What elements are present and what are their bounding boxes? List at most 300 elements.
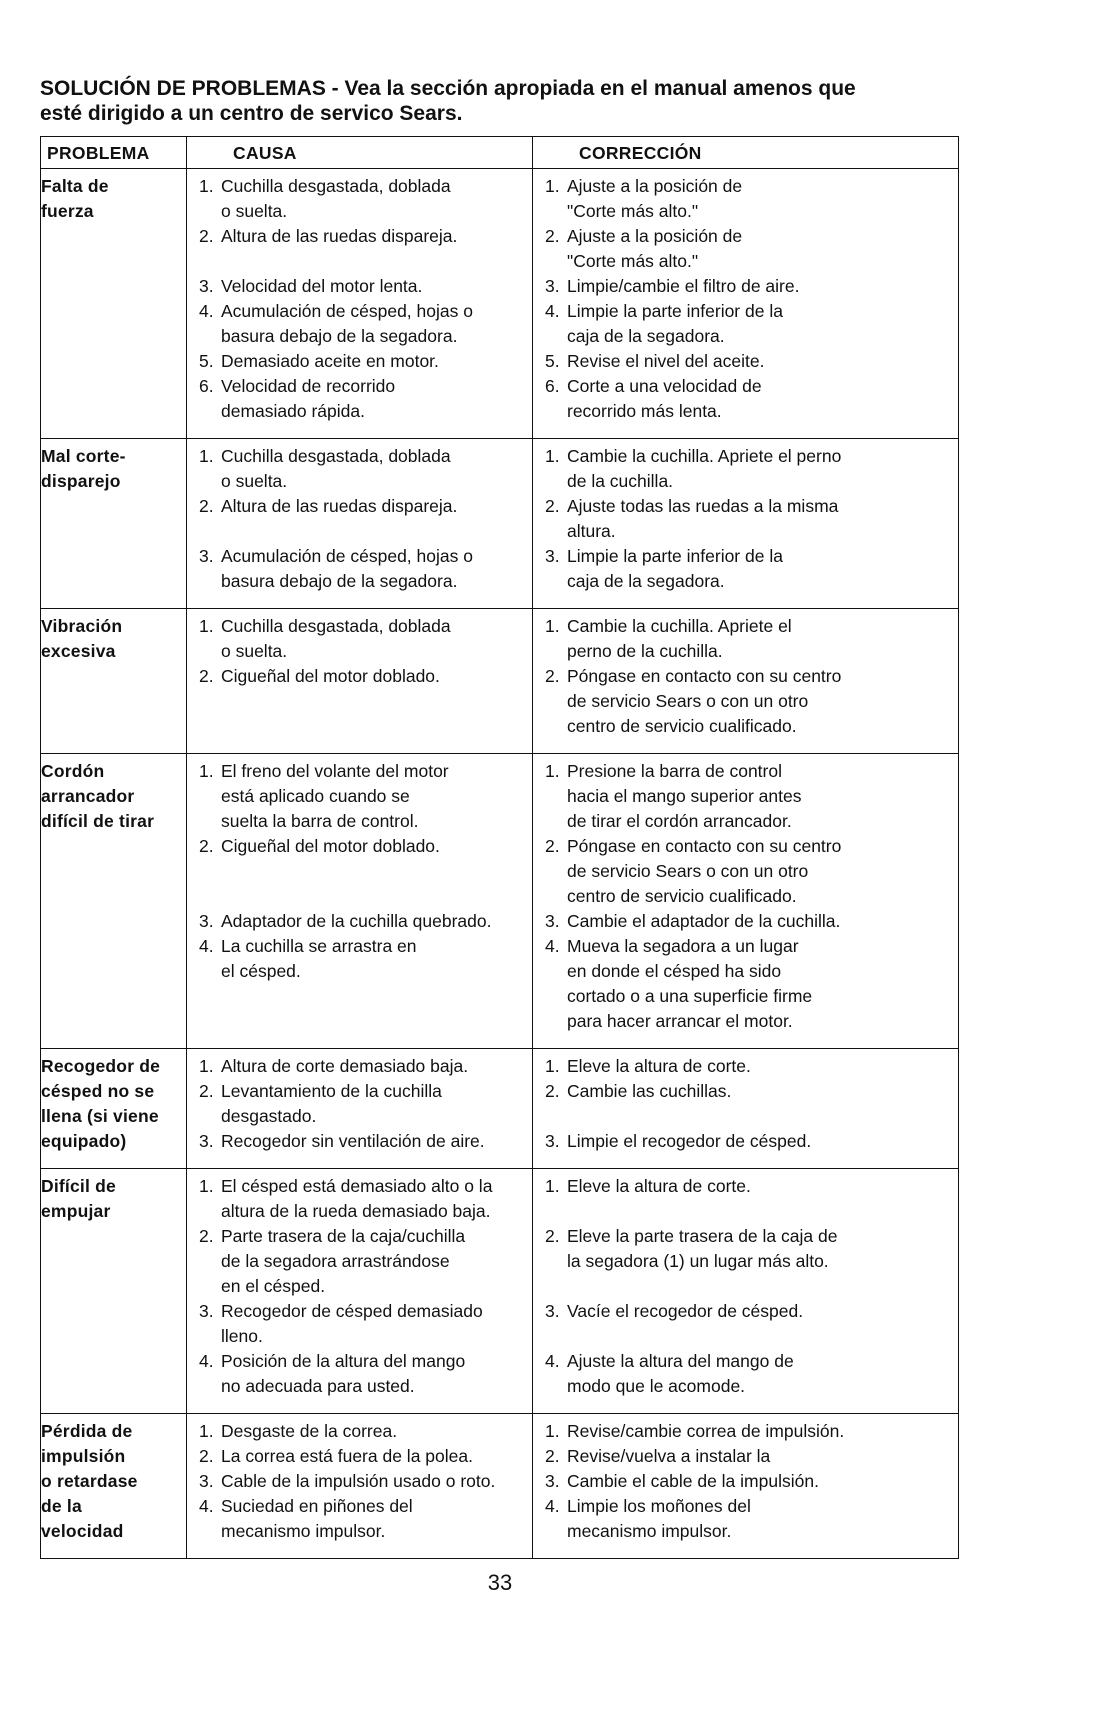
correction-line: Póngase en contacto con su centro [567,836,842,856]
cause-line: Levantamiento de la cuchilla [221,1081,442,1101]
correction-number: 1. [545,446,560,466]
cause-text [221,1129,532,1154]
correction-text [567,1224,958,1274]
table-row [41,754,959,1049]
problem-line: disparejo [41,471,121,491]
correction-text [567,494,958,544]
cause-number: 3. [199,911,214,931]
correction-line: de la cuchilla. [567,471,674,491]
cause-text [221,614,532,664]
cause-item [187,934,532,984]
correction-number-box [533,934,567,959]
cause-number-box [187,1129,221,1154]
line-gap [187,519,532,544]
cause-line: basura debajo de la segadora. [221,326,458,346]
cause-line: Acumulación de césped, hojas o [221,301,473,321]
correction-number: 2. [545,836,560,856]
cause-cell [187,754,533,1049]
cause-text [221,1299,532,1349]
correction-line: "Corte más alto." [567,251,699,271]
table-row [41,1049,959,1169]
cause-line: desgastado. [221,1106,317,1126]
correction-item [533,1079,958,1104]
correction-line: cortado o a una superficie firme [567,986,813,1006]
problem-cell [41,1049,187,1169]
cause-item [187,1174,532,1224]
problem-cell [41,169,187,439]
correction-line: modo que le acomode. [567,1376,746,1396]
correction-line: Cambie el adaptador de la cuchilla. [567,911,841,931]
cause-item [187,224,532,249]
cause-item [187,1349,532,1399]
problem-line: arrancador [41,786,135,806]
correction-item [533,1469,958,1494]
correction-number-box [533,1349,567,1374]
correction-number: 1. [545,1056,560,1076]
cause-line: o suelta. [221,201,288,221]
correction-line: Presione la barra de control [567,761,782,781]
cause-number: 4. [199,936,214,956]
cause-item [187,1054,532,1079]
cause-text [221,544,532,594]
correction-number: 3. [545,911,560,931]
correction-cell [533,439,959,609]
correction-number-box [533,1224,567,1249]
correction-number: 1. [545,176,560,196]
cause-number-box [187,349,221,374]
correction-number-box [533,224,567,249]
correction-number-box [533,1419,567,1444]
cause-line: basura debajo de la segadora. [221,571,458,591]
correction-text [567,1299,958,1324]
problem-line: Recogedor de [41,1056,161,1076]
table-row [41,169,959,439]
correction-number-box [533,274,567,299]
cause-number-box [187,444,221,469]
cause-line: Suciedad en piñones del [221,1496,413,1516]
correction-text [567,614,958,664]
cause-item [187,834,532,859]
cause-line: Cigueñal del motor doblado. [221,666,440,686]
table-row [41,1169,959,1414]
correction-line: Cambie el cable de la impulsión. [567,1471,819,1491]
correction-number-box [533,1174,567,1199]
problem-line: Vibración [41,616,123,636]
problem-line: Difícil de [41,1176,116,1196]
correction-line: Eleve la altura de corte. [567,1176,751,1196]
correction-number-box [533,1469,567,1494]
correction-item [533,1419,958,1444]
cause-line: demasiado rápida. [221,401,365,421]
cause-line: no adecuada para usted. [221,1376,415,1396]
correction-text [567,349,958,374]
correction-cell [533,1169,959,1414]
correction-line: centro de servicio cualificado. [567,886,797,906]
correction-number-box [533,1079,567,1104]
cause-line: Cigueñal del motor doblado. [221,836,440,856]
cause-text [221,759,532,834]
correction-text [567,299,958,349]
correction-number: 2. [545,226,560,246]
cause-number: 5. [199,351,214,371]
line-gap [533,1274,958,1299]
cause-line: Adaptador de la cuchilla quebrado. [221,911,492,931]
correction-item [533,494,958,544]
correction-number-box [533,1129,567,1154]
correction-line: Limpie la parte inferior de la [567,546,783,566]
cause-line: en el césped. [221,1276,326,1296]
correction-item [533,1129,958,1154]
correction-number-box [533,374,567,399]
cause-number: 1. [199,1056,214,1076]
cause-item [187,614,532,664]
cause-line: altura de la rueda demasiado baja. [221,1201,491,1221]
correction-item [533,1349,958,1399]
correction-item [533,664,958,739]
cause-number-box [187,1224,221,1249]
cause-text [221,664,532,689]
correction-line: Mueva la segadora a un lugar [567,936,799,956]
problem-cell [41,439,187,609]
correction-number-box [533,1054,567,1079]
correction-item [533,299,958,349]
table-header-row [41,137,959,169]
cause-line: de la segadora arrastrándose [221,1251,450,1271]
correction-item [533,909,958,934]
correction-number: 5. [545,351,560,371]
cause-item [187,909,532,934]
cause-item [187,274,532,299]
correction-number: 2. [545,1446,560,1466]
problem-line: difícil de tirar [41,811,155,831]
cause-number-box [187,1494,221,1519]
correction-line: "Corte más alto." [567,201,699,221]
problem-cell [41,1169,187,1414]
cause-number: 1. [199,761,214,781]
cause-line: Velocidad de recorrido [221,376,396,396]
problem-cell [41,609,187,754]
cause-number-box [187,934,221,959]
correction-cell [533,754,959,1049]
cause-item [187,544,532,594]
cause-text [221,1174,532,1224]
cause-line: el césped. [221,961,301,981]
correction-item [533,544,958,594]
problem-cell [41,754,187,1049]
problem-line: empujar [41,1201,111,1221]
header-correccion: CORRECCIÓN [533,137,959,169]
cause-line: Cuchilla desgastada, doblada [221,446,451,466]
cause-number-box [187,224,221,249]
correction-text [567,274,958,299]
problem-line: Pérdida de [41,1421,133,1441]
troubleshooting-table [40,136,959,1559]
cause-text [221,1494,532,1544]
cause-number-box [187,1419,221,1444]
cause-number: 2. [199,1446,214,1466]
cause-line: Cuchilla desgastada, doblada [221,176,451,196]
correction-text [567,224,958,274]
cause-number-box [187,494,221,519]
correction-item [533,934,958,1034]
cause-line: El freno del volante del motor [221,761,449,781]
correction-number-box [533,1299,567,1324]
correction-line: Limpie el recogedor de césped. [567,1131,812,1151]
cause-number-box [187,1469,221,1494]
correction-text [567,544,958,594]
correction-text [567,934,958,1034]
problem-line: Cordón [41,761,105,781]
cause-line: Desgaste de la correa. [221,1421,398,1441]
correction-text [567,1444,958,1469]
cause-text [221,1349,532,1399]
correction-line: Póngase en contacto con su centro [567,666,842,686]
correction-line: Revise/vuelva a instalar la [567,1446,771,1466]
correction-number-box [533,299,567,324]
correction-text [567,834,958,909]
correction-number: 3. [545,546,560,566]
correction-item [533,224,958,274]
cause-number-box [187,174,221,199]
cause-item [187,1079,532,1129]
cause-number: 4. [199,1351,214,1371]
correction-text [567,174,958,224]
correction-line: hacia el mango superior antes [567,786,802,806]
cause-line: Posición de la altura del mango [221,1351,466,1371]
problem-line: excesiva [41,641,116,661]
correction-number-box [533,349,567,374]
cause-line: Cable de la impulsión usado o roto. [221,1471,496,1491]
correction-line: recorrido más lenta. [567,401,722,421]
cause-number: 3. [199,1301,214,1321]
table-row [41,439,959,609]
correction-number-box [533,759,567,784]
correction-line: Ajuste todas las ruedas a la misma [567,496,839,516]
correction-text [567,1494,958,1544]
cause-text [221,1224,532,1299]
correction-line: en donde el césped ha sido [567,961,782,981]
cause-number: 3. [199,1471,214,1491]
line-gap [533,1324,958,1349]
cause-line: suelta la barra de control. [221,811,419,831]
correction-text [567,444,958,494]
correction-number-box [533,544,567,569]
correction-item [533,1494,958,1544]
problem-line: velocidad [41,1521,124,1541]
table-body [41,169,959,1559]
correction-number: 4. [545,1351,560,1371]
cause-cell [187,609,533,754]
correction-text [567,664,958,739]
line-gap [187,859,532,884]
correction-item [533,349,958,374]
correction-number-box [533,174,567,199]
cause-number-box [187,834,221,859]
correction-item [533,374,958,424]
cause-number: 2. [199,836,214,856]
correction-number: 1. [545,1421,560,1441]
correction-line: de servicio Sears o con un otro [567,691,809,711]
cause-text [221,274,532,299]
cause-cell [187,439,533,609]
cause-number-box [187,299,221,324]
table-row [41,1414,959,1559]
correction-item [533,1054,958,1079]
correction-item [533,1174,958,1199]
correction-item [533,174,958,224]
correction-text [567,759,958,834]
cause-number: 1. [199,176,214,196]
correction-item [533,834,958,909]
correction-cell [533,169,959,439]
cause-text [221,1054,532,1079]
cause-number: 4. [199,1496,214,1516]
cause-line: Recogedor sin ventilación de aire. [221,1131,485,1151]
correction-line: altura. [567,521,616,541]
line-gap [533,1199,958,1224]
correction-text [567,1129,958,1154]
line-gap [187,249,532,274]
cause-item [187,299,532,349]
correction-number: 1. [545,616,560,636]
correction-number-box [533,664,567,689]
heading-line-2: esté dirigido a un centro de servico Sears. [40,102,463,125]
cause-text [221,174,532,224]
correction-text [567,1469,958,1494]
cause-number-box [187,1054,221,1079]
heading-line-1: SOLUCIÓN DE PROBLEMAS - Vea la sección apropiada en el manual amenos que [40,77,856,100]
correction-number: 2. [545,1081,560,1101]
correction-number: 1. [545,1176,560,1196]
correction-number: 4. [545,301,560,321]
cause-text [221,1079,532,1129]
correction-number: 3. [545,1301,560,1321]
correction-number: 4. [545,936,560,956]
problem-line: césped no se [41,1081,155,1101]
cause-item [187,349,532,374]
correction-line: de tirar el cordón arrancador. [567,811,792,831]
correction-item [533,1224,958,1274]
cause-text [221,494,532,519]
correction-line: Vacíe el recogedor de césped. [567,1301,804,1321]
correction-number: 1. [545,761,560,781]
cause-number: 3. [199,1131,214,1151]
header-causa: CAUSA [187,137,533,169]
cause-cell [187,1414,533,1559]
correction-line: mecanismo impulsor. [567,1521,732,1541]
cause-line: o suelta. [221,471,288,491]
page-number: 33 [487,1570,513,1595]
correction-line: Ajuste la altura del mango de [567,1351,794,1371]
cause-item [187,444,532,494]
correction-text [567,909,958,934]
correction-number-box [533,614,567,639]
cause-line: Recogedor de césped demasiado [221,1301,483,1321]
correction-cell [533,1414,959,1559]
correction-text [567,1349,958,1399]
correction-line: Corte a una velocidad de [567,376,762,396]
correction-line: Ajuste a la posición de [567,226,743,246]
problem-cell [41,1414,187,1559]
correction-number-box [533,1494,567,1519]
correction-line: la segadora (1) un lugar más alto. [567,1251,829,1271]
correction-number: 3. [545,1131,560,1151]
problem-line: equipado) [41,1131,127,1151]
correction-number: 6. [545,376,560,396]
correction-line: Cambie la cuchilla. Apriete el perno [567,446,842,466]
page-heading [40,76,980,126]
correction-text [567,374,958,424]
correction-number-box [533,834,567,859]
correction-line: Revise el nivel del aceite. [567,351,765,371]
cause-number: 3. [199,276,214,296]
correction-line: Cambie la cuchilla. Apriete el [567,616,792,636]
cause-number-box [187,1299,221,1324]
cause-item [187,1129,532,1154]
cause-line: Demasiado aceite en motor. [221,351,439,371]
correction-number: 2. [545,496,560,516]
cause-item [187,1419,532,1444]
cause-number-box [187,614,221,639]
cause-number-box [187,1174,221,1199]
correction-number: 2. [545,1226,560,1246]
cause-number: 1. [199,616,214,636]
correction-line: de servicio Sears o con un otro [567,861,809,881]
correction-line: Revise/cambie correa de impulsión. [567,1421,845,1441]
cause-number-box [187,1079,221,1104]
correction-line: caja de la segadora. [567,326,725,346]
correction-item [533,274,958,299]
correction-line: perno de la cuchilla. [567,641,723,661]
problem-line: llena (si viene [41,1106,159,1126]
cause-cell [187,1049,533,1169]
correction-item [533,1299,958,1324]
cause-text [221,1469,532,1494]
cause-cell [187,169,533,439]
cause-number-box [187,1349,221,1374]
correction-line: para hacer arrancar el motor. [567,1011,793,1031]
cause-text [221,934,532,984]
cause-number-box [187,664,221,689]
cause-number-box [187,759,221,784]
cause-line: Altura de las ruedas dispareja. [221,496,458,516]
problem-line: Falta de [41,176,109,196]
cause-text [221,224,532,249]
problem-line: Mal corte- [41,446,126,466]
cause-line: La correa está fuera de la polea. [221,1446,473,1466]
correction-item [533,444,958,494]
cause-item [187,664,532,689]
cause-line: La cuchilla se arrastra en [221,936,417,956]
correction-text [567,1419,958,1444]
cause-number: 6. [199,376,214,396]
correction-number: 4. [545,1496,560,1516]
cause-number-box [187,1444,221,1469]
cause-item [187,1494,532,1544]
cause-line: Altura de las ruedas dispareja. [221,226,458,246]
correction-text [567,1174,958,1199]
cause-line: o suelta. [221,641,288,661]
cause-number: 1. [199,1421,214,1441]
cause-text [221,1419,532,1444]
cause-number-box [187,909,221,934]
cause-line: Cuchilla desgastada, doblada [221,616,451,636]
cause-text [221,834,532,859]
correction-cell [533,609,959,754]
problem-line: de la [41,1496,82,1516]
correction-line: Eleve la altura de corte. [567,1056,751,1076]
cause-line: Altura de corte demasiado baja. [221,1056,469,1076]
